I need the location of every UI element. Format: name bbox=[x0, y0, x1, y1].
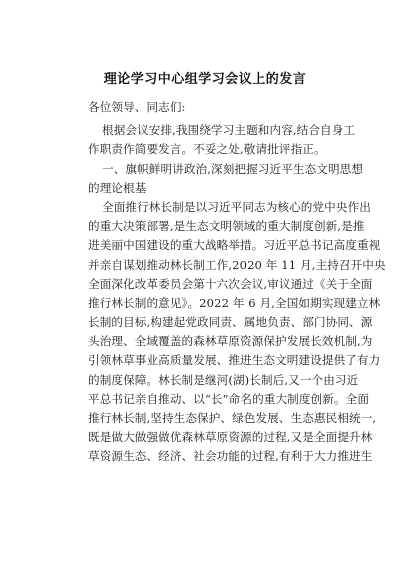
salutation: 各位领导、同志们: bbox=[88, 100, 186, 114]
section-heading: 一、旗帜鲜明讲政治,深刻把握习近平生态文明思想 bbox=[102, 161, 364, 176]
paragraph-line: 草资源生态、经济、社会功能的过程,有利于大力推进生 bbox=[88, 449, 373, 464]
paragraph-line: 作职责作简要发言。不妥之处,敬请批评指正。 bbox=[88, 142, 326, 157]
paragraph-line: 进美丽中国建设的重大战略举措。习近平总书记高度重视 bbox=[88, 238, 381, 253]
paragraph-line: 长制的目标,构建起党政同责、属地负责、部门协同、源 bbox=[88, 315, 373, 330]
document-body bbox=[88, 98, 386, 467]
paragraph-line: 既是做大做强做优森林草原资源的过程,又是全面提升林 bbox=[88, 430, 373, 445]
paragraph-line: 的制度保障。林长制是继河(湖)长制后,又一个由习近 bbox=[88, 372, 359, 387]
paragraph-line: 头治理、全域覆盖的森林草原资源保护发展长效机制,为 bbox=[88, 334, 373, 349]
paragraph-line: 引领林草事业高质量发展、推进生态文明建设提供了有力 bbox=[88, 353, 381, 368]
paragraph-line: 全面推行林长制是以习近平同志为核心的党中央作出 bbox=[102, 199, 371, 214]
paragraph-line: 推行林长制,坚持生态保护、绿色发展、生态惠民相统一, bbox=[88, 411, 377, 425]
section-heading: 的理论根基 bbox=[88, 180, 147, 195]
paragraph-line: 的重大决策部署,是生态文明领域的重大制度创新,是推 bbox=[88, 219, 365, 234]
paragraph-line: 全面深化改革委员会第十六次会议,审议通过《关于全面 bbox=[88, 276, 373, 291]
paragraph-line: 并亲自谋划推动林长制工作,2020 年 11 月,主持召开中央 bbox=[88, 257, 386, 272]
paragraph-line: 推行林长制的意见》。2022 年 6 月,全国如期实现建立林 bbox=[88, 295, 381, 310]
paragraph-line: 根据会议安排,我围绕学习主题和内容,结合自身工 bbox=[102, 123, 356, 138]
paragraph-line: 平总书记亲自推动、以“长”命名的重大制度创新。全面 bbox=[88, 391, 370, 406]
document-title: 理论学习中心组学习会议上的发言 bbox=[103, 72, 307, 87]
